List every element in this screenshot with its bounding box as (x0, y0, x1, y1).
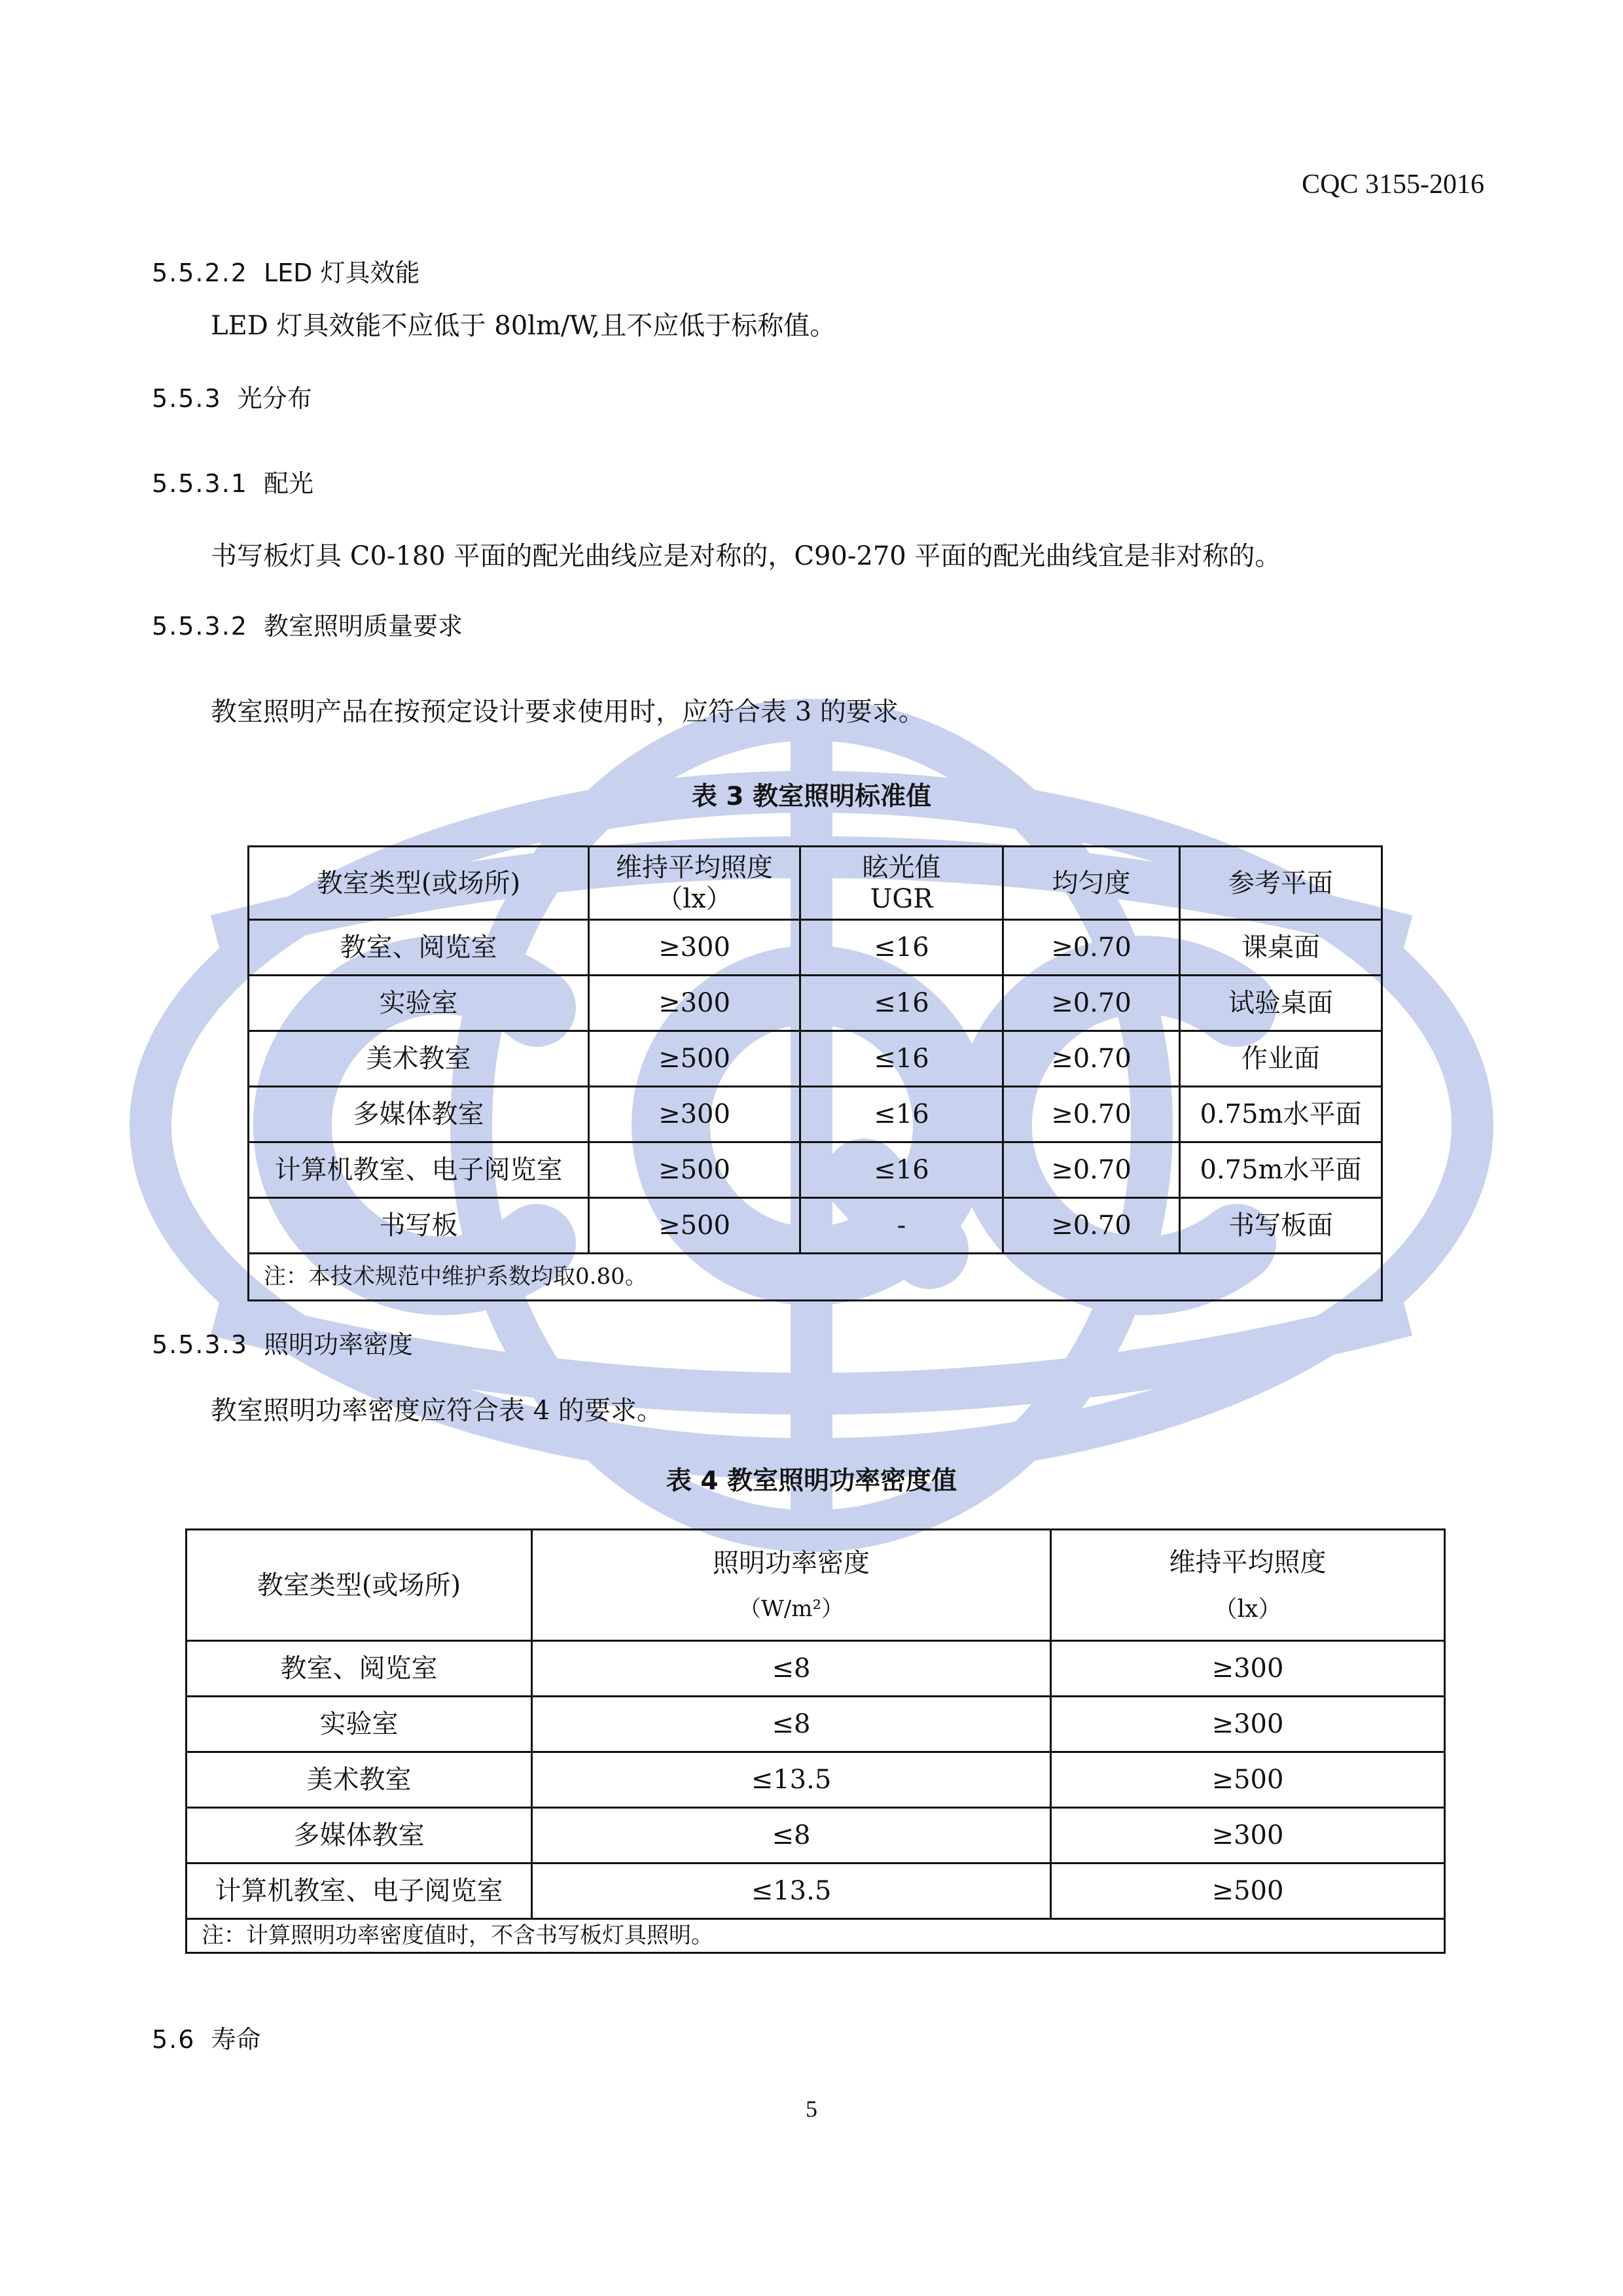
table3-caption: 表 3 教室照明标准值 (691, 782, 932, 811)
table3-header-cell: 教室类型(或场所) (249, 847, 589, 920)
section-number: 5.5.3.2 (152, 612, 248, 641)
table-cell: 计算机教室、电子阅览室 (249, 1142, 589, 1198)
table-cell: 计算机教室、电子阅览室 (187, 1863, 532, 1919)
table3-header-cell: 眩光值 UGR (800, 847, 1003, 920)
table-row (187, 1808, 1445, 1863)
table-cell: ≥500 (1051, 1752, 1445, 1808)
section-title: 教室照明质量要求 (263, 612, 463, 641)
table-cell: - (800, 1198, 1003, 1254)
section-5-5-3-heading (152, 378, 312, 414)
table-cell: ≤16 (800, 976, 1003, 1031)
table-cell: 教室、阅览室 (187, 1641, 532, 1697)
table-cell: ≥300 (1051, 1808, 1445, 1863)
table-cell: ≤16 (800, 1087, 1003, 1142)
table-row (249, 1087, 1382, 1142)
table-cell: 0.75m水平面 (1180, 1087, 1382, 1142)
table3-header-cell: 参考平面 (1180, 847, 1382, 920)
table-row (187, 1752, 1445, 1808)
table-cell: 0.75m水平面 (1180, 1142, 1382, 1198)
table-row (249, 976, 1382, 1031)
table-row (249, 1142, 1382, 1198)
table-cell: ≥0.70 (1003, 920, 1180, 976)
table-cell: ≥300 (1051, 1697, 1445, 1752)
table-cell: ≤16 (800, 1142, 1003, 1198)
table3-note-row (249, 1254, 1382, 1301)
section-title: 照明功率密度 (263, 1330, 413, 1359)
table-cell: ≤16 (800, 1031, 1003, 1087)
table4 (185, 1528, 1446, 1954)
table-cell: ≥500 (589, 1142, 800, 1198)
section-number: 5.5.3 (152, 384, 222, 413)
table-cell: ≥300 (1051, 1641, 1445, 1697)
table-cell: 书写板 (249, 1198, 589, 1254)
table3-header-cell: 均匀度 (1003, 847, 1180, 920)
table-row (249, 1031, 1382, 1087)
standard-code: CQC 3155-2016 (1302, 169, 1484, 200)
table-cell: ≥300 (589, 1087, 800, 1142)
table3-header-cell: 维持平均照度 （lx） (589, 847, 800, 920)
table-cell: ≥300 (589, 976, 800, 1031)
table4-header-row (187, 1530, 1445, 1641)
table-cell: ≥0.70 (1003, 1031, 1180, 1087)
table-cell: ≥500 (589, 1198, 800, 1254)
table4-note-row (187, 1919, 1445, 1953)
table-cell: 书写板面 (1180, 1198, 1382, 1254)
section-title: 寿命 (211, 2025, 261, 2054)
table-cell: 多媒体教室 (187, 1808, 532, 1863)
section-5-5-3-3-text: 教室照明功率密度应符合表 4 的要求。 (211, 1396, 663, 1426)
table-cell: 教室、阅览室 (249, 920, 589, 976)
section-title: 配光 (263, 469, 313, 498)
table-cell: ≥0.70 (1003, 1142, 1180, 1198)
section-5-5-3-1-heading (152, 463, 313, 499)
table-cell: ≤16 (800, 920, 1003, 976)
table-cell: 多媒体教室 (249, 1087, 589, 1142)
table-cell: 实验室 (249, 976, 589, 1031)
section-5-5-3-3-heading (152, 1324, 413, 1360)
table-cell: ≤8 (532, 1808, 1051, 1863)
table-cell: 实验室 (187, 1697, 532, 1752)
section-5-5-3-2-heading (152, 606, 463, 642)
table4-header-cell: 照明功率密度 （W/m²） (532, 1530, 1051, 1641)
section-title: 光分布 (237, 384, 312, 413)
section-5-6-heading (152, 2019, 260, 2055)
table-cell: 美术教室 (249, 1031, 589, 1087)
table-cell: ≥0.70 (1003, 1198, 1180, 1254)
table-cell: ≤8 (532, 1697, 1051, 1752)
section-5-5-3-2-text: 教室照明产品在按预定设计要求使用时，应符合表 3 的要求。 (211, 697, 925, 727)
table-cell: 试验桌面 (1180, 976, 1382, 1031)
section-5-5-2-2-heading (152, 253, 419, 289)
section-title: LED 灯具效能 (263, 258, 420, 287)
table-cell: ≥500 (1051, 1863, 1445, 1919)
table-row (187, 1697, 1445, 1752)
section-5-5-2-2-text: LED 灯具效能不应低于 80lm/W,且不应低于标称值。 (211, 311, 836, 341)
section-number: 5.6 (152, 2025, 196, 2054)
table-cell: 课桌面 (1180, 920, 1382, 976)
table-cell: ≥500 (589, 1031, 800, 1087)
section-5-5-3-1-text: 书写板灯具 C0-180 平面的配光曲线应是对称的，C90-270 平面的配光曲线宜是非对称的。 (211, 541, 1281, 571)
table4-caption: 表 4 教室照明功率密度值 (666, 1466, 957, 1496)
table-row (187, 1641, 1445, 1697)
table3 (247, 845, 1383, 1301)
table-row (249, 920, 1382, 976)
table-cell: ≤13.5 (532, 1752, 1051, 1808)
table-cell: 美术教室 (187, 1752, 532, 1808)
page-number: 5 (806, 2096, 817, 2122)
table4-header-cell: 教室类型(或场所) (187, 1530, 532, 1641)
section-number: 5.5.2.2 (152, 258, 248, 287)
table-row (187, 1863, 1445, 1919)
section-number: 5.5.3.3 (152, 1330, 248, 1359)
table4-note: 注：计算照明功率密度值时，不含书写板灯具照明。 (187, 1919, 1445, 1953)
table4-header-cell: 维持平均照度 （lx） (1051, 1530, 1445, 1641)
table3-header-row (249, 847, 1382, 920)
table-cell: ≤13.5 (532, 1863, 1051, 1919)
table3-note: 注：本技术规范中维护系数均取0.80。 (249, 1254, 1382, 1301)
table-cell: ≤8 (532, 1641, 1051, 1697)
table-cell: ≥0.70 (1003, 976, 1180, 1031)
section-number: 5.5.3.1 (152, 469, 248, 498)
table-row (249, 1198, 1382, 1254)
table-cell: 作业面 (1180, 1031, 1382, 1087)
table-cell: ≥0.70 (1003, 1087, 1180, 1142)
table-cell: ≥300 (589, 920, 800, 976)
